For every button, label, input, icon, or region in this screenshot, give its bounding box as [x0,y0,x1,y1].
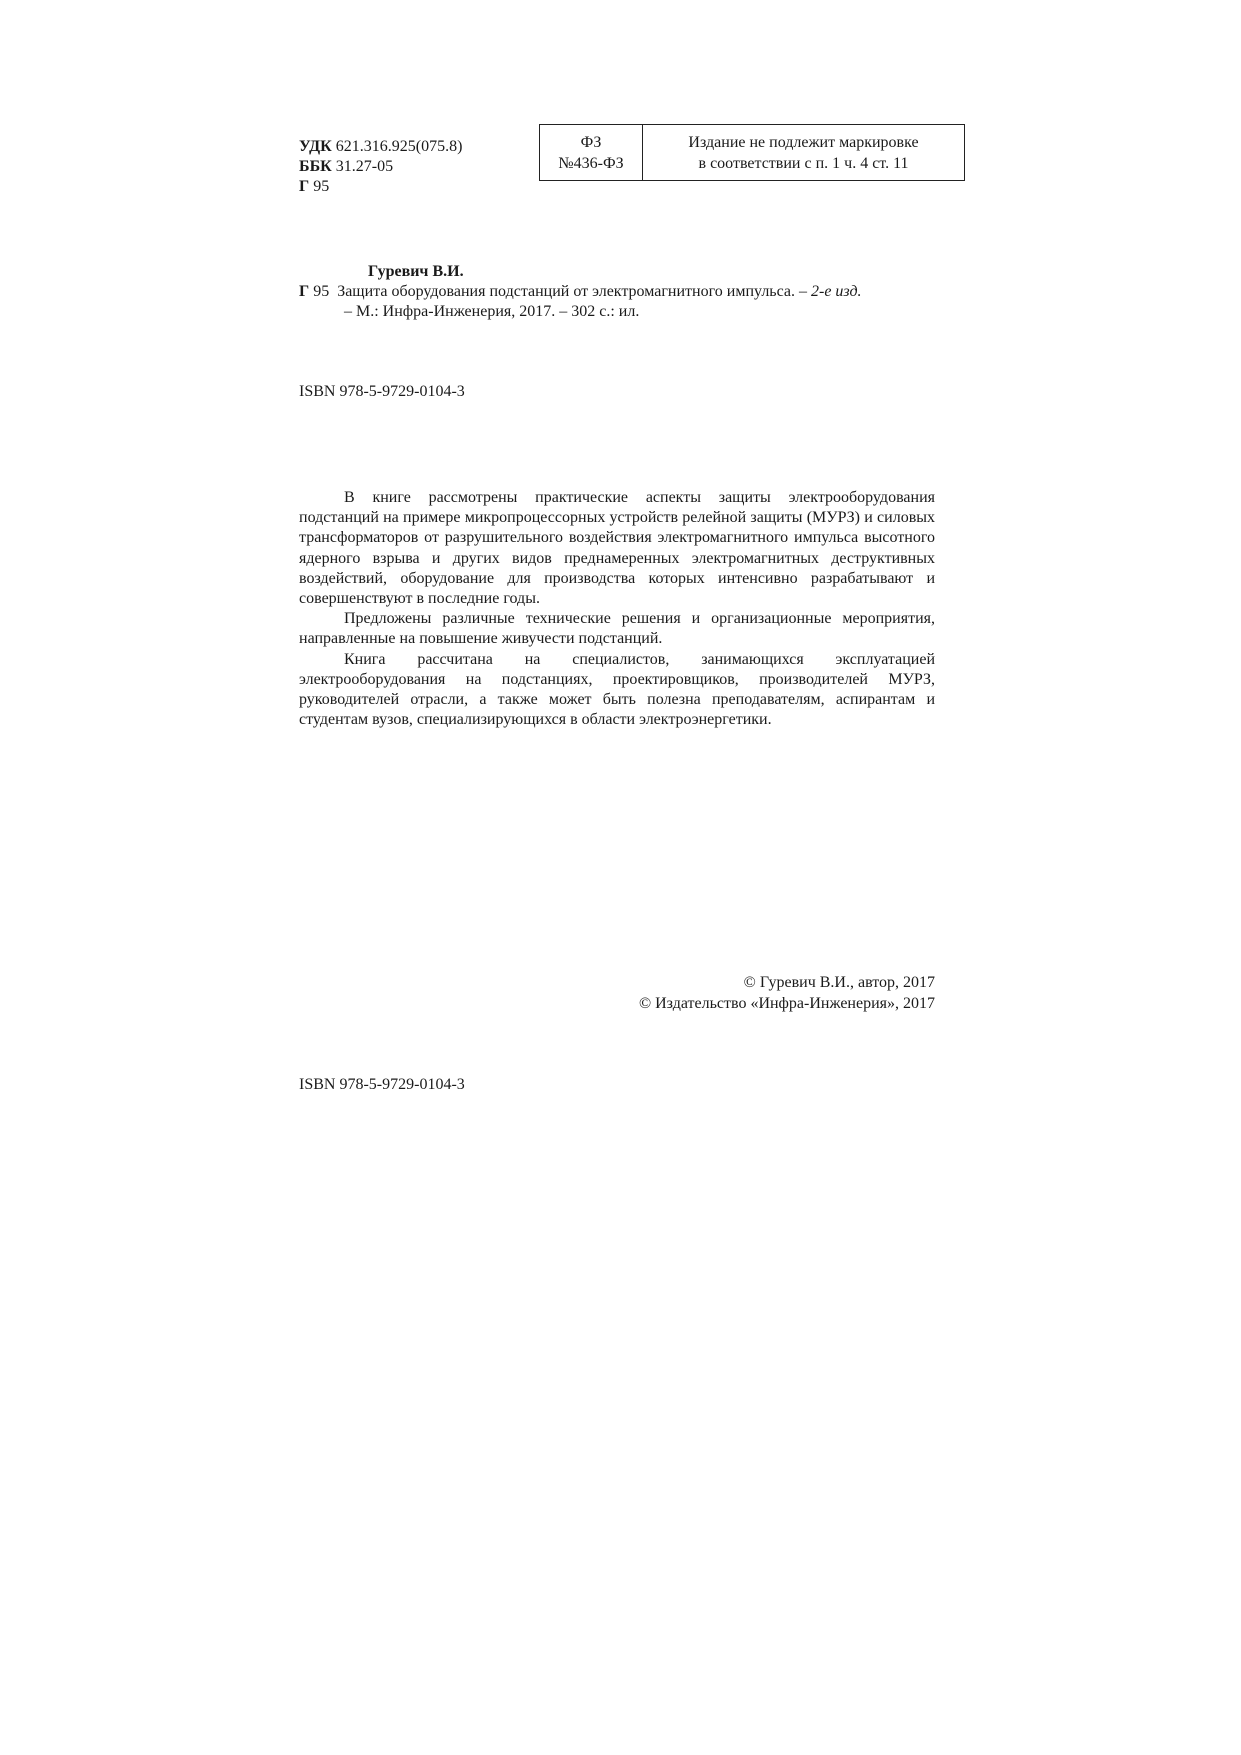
copyright-block [639,972,935,1014]
fz-law-cell [540,125,643,180]
bbk-line [299,157,462,177]
title-mark-value: 95 [313,283,330,300]
title-mark-label: Г [299,283,310,300]
fz-law-line2: №436-ФЗ [558,154,624,172]
udk-label: УДК [299,138,332,155]
book-title: Защита оборудования подстанций от электромагнитного импульса. – [337,283,807,300]
author-mark-value: 95 [313,178,330,195]
imprint: – М.: Инфра-Инженерия, 2017. – 302 с.: ил. [344,303,640,320]
bbk-label: ББК [299,158,332,175]
bbk-value: 31.27-05 [335,158,394,175]
annotation-paragraph-1: В книге рассмотрены практические аспекты защиты электрооборудования подстанций на примере микропроцессорных устройств релейной защиты (МУРЗ) и силовых трансформаторов от разрушительного воздействия электромагнитного импульса высотного ядерного взрыва и других видов преднамеренных электромагнитных деструктивных воздействий, оборудование для производства которых интенсивно разрабатывают и совершенствуют в последние годы. [299,489,935,608]
fz-labeling-box [539,124,965,181]
author-mark-line [299,177,462,197]
annotation [299,488,935,730]
isbn-top: ISBN 978-5-9729-0104-3 [299,383,465,400]
bibliographic-record [299,262,862,322]
copyright-publisher: © Издательство «Инфра-Инженерия», 2017 [638,995,935,1012]
copyright-author: © Гуревич В.И., автор, 2017 [743,974,935,991]
udk-line [299,137,462,157]
annotation-paragraph-2: Предложены различные технические решения и организационные мероприятия, направленные на повышение живучести подстанций. [299,610,935,648]
classification-codes [299,137,462,197]
fz-note-line1: Издание не подлежит маркировке [688,133,919,151]
fz-law-line1: ФЗ [580,133,602,151]
isbn-bottom: ISBN 978-5-9729-0104-3 [299,1076,465,1093]
udk-value: 621.316.925(075.8) [335,138,463,155]
fz-note-cell [643,125,964,180]
author-mark-label: Г [299,178,310,195]
fz-note-line2: в соответствии с п. 1 ч. 4 ст. 11 [698,154,909,172]
edition: 2-е изд. [811,283,862,300]
annotation-paragraph-3: Книга рассчитана на специалистов, занимающихся эксплуатацией электрооборудования на подстанциях, проектировщиков, производителей МУРЗ, руководителей отрасли, а также может быть полезна преподавателям, аспирантам и студентам вузов, специализирующихся в области электроэнергетики. [299,650,935,729]
title-line [299,282,862,302]
author-name: Гуревич В.И. [368,263,464,280]
